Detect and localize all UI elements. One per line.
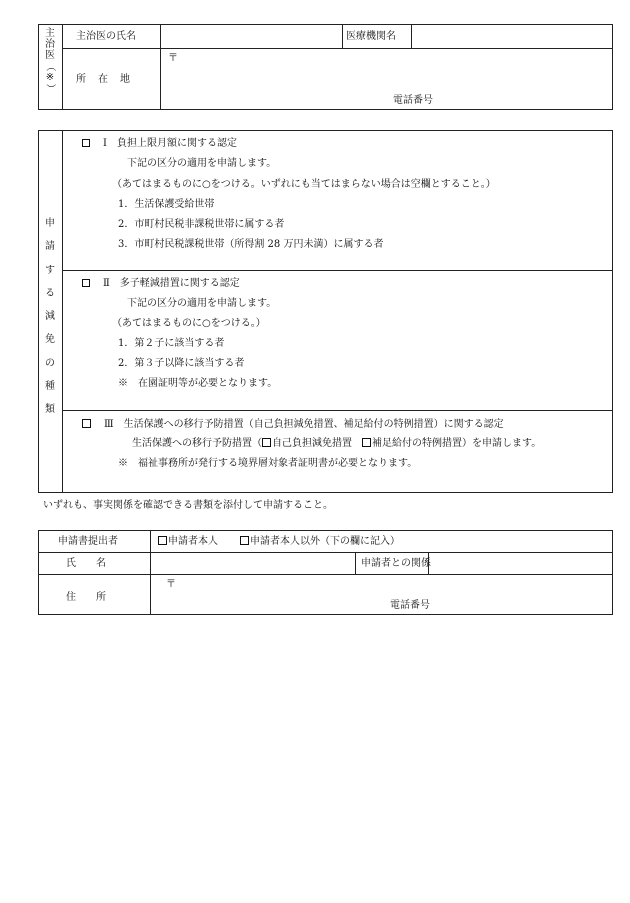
physician-address-field[interactable] bbox=[161, 49, 612, 109]
applicant-name-field[interactable] bbox=[151, 553, 355, 574]
section-3-title bbox=[82, 419, 504, 431]
section-2-title-text: Ⅱ 多子軽減措置に関する認定 bbox=[103, 278, 240, 289]
section-1-option[interactable]: 2．市町村民税非課税世帯に属する者 bbox=[118, 219, 285, 230]
supplementary-label: 補足給付の特例措置 bbox=[372, 438, 462, 449]
section-1-option[interactable]: 1．生活保護受給世帯 bbox=[118, 199, 215, 210]
side-label-char: 医 bbox=[45, 50, 55, 61]
section-3-note: ※ 福祉事務所が発行する境界層対象者証明書が必要となります。 bbox=[118, 458, 418, 469]
physician-name-field[interactable] bbox=[161, 25, 342, 48]
section-2-checkbox[interactable] bbox=[82, 279, 90, 287]
institution-label: 医療機関名 bbox=[346, 31, 396, 42]
submitter-other-checkbox[interactable] bbox=[240, 536, 249, 545]
section-3-line-post: ）を申請します。 bbox=[462, 438, 542, 449]
self-burden-checkbox[interactable] bbox=[262, 438, 271, 447]
section-3-title-text: Ⅲ 生活保護への移行予防措置（自己負担減免措置、補足給付の特例措置）に関する認定 bbox=[104, 419, 504, 430]
physician-address-label: 所 在 地 bbox=[76, 74, 131, 85]
supplementary-checkbox[interactable] bbox=[362, 438, 371, 447]
physician-name-label: 主治医の氏名 bbox=[76, 31, 136, 42]
self-burden-label: 自己負担減免措置 bbox=[272, 438, 352, 449]
section-2-note: ※ 在園証明等が必要となります。 bbox=[118, 378, 278, 389]
physician-side-label bbox=[38, 28, 62, 94]
submitter-options bbox=[158, 536, 400, 548]
postal-mark: 〒 bbox=[168, 53, 178, 64]
applicant-postal-mark: 〒 bbox=[166, 579, 176, 590]
section-1-apply-text: 下記の区分の適用を申請します。 bbox=[127, 158, 277, 169]
institution-field[interactable] bbox=[412, 25, 612, 48]
section-1-instruction: （あてはまるものに○をつける。いずれにも当てはまらない場合は空欄とすること。） bbox=[112, 179, 496, 190]
applicant-address-field[interactable] bbox=[151, 575, 612, 614]
section-2-option[interactable]: 2．第３子以降に該当する者 bbox=[118, 358, 245, 369]
applicant-name-label: 氏 名 bbox=[66, 558, 106, 569]
submitter-self-checkbox[interactable] bbox=[158, 536, 167, 545]
side-label-char: 申 bbox=[45, 218, 55, 229]
side-label-char: 類 bbox=[45, 404, 55, 416]
section-1-title bbox=[82, 138, 237, 150]
submitter-other-label: 申請者本人以外（下の欄に記入） bbox=[250, 536, 400, 547]
section-1-title-text: Ⅰ 負担上限月額に関する認定 bbox=[103, 138, 237, 149]
applicant-address-label: 住 所 bbox=[66, 592, 106, 603]
submitter-label: 申請書提出者 bbox=[58, 536, 118, 547]
reduction-side-label bbox=[38, 212, 62, 422]
section-2-instruction: （あてはまるものに○をつける。） bbox=[112, 318, 266, 329]
side-label-char: 減 bbox=[45, 311, 55, 323]
side-label-char: 請 bbox=[45, 241, 55, 253]
side-label-char: 主 bbox=[45, 28, 55, 39]
relation-field[interactable] bbox=[429, 553, 612, 574]
section-2-apply-text: 下記の区分の適用を申請します。 bbox=[127, 298, 277, 309]
section-3-checkbox[interactable] bbox=[82, 419, 91, 428]
applicant-phone-label: 電話番号 bbox=[390, 600, 430, 611]
side-label-char: る bbox=[45, 287, 55, 299]
side-label-char: ※ bbox=[45, 72, 55, 83]
section-3-line-pre: 生活保護への移行予防措置（ bbox=[132, 438, 262, 449]
side-label-char: （ bbox=[44, 61, 56, 72]
side-label-char: の bbox=[45, 357, 55, 369]
section-2-option[interactable]: 1．第２子に該当する者 bbox=[118, 338, 225, 349]
section-1-checkbox[interactable] bbox=[82, 139, 90, 147]
side-label-char: 種 bbox=[45, 381, 55, 393]
section-1-option[interactable]: 3．市町村民税課税世帯（所得割 28 万円未満）に属する者 bbox=[118, 239, 384, 250]
side-label-char: 免 bbox=[45, 334, 55, 346]
side-label-char: す bbox=[45, 264, 55, 276]
relation-label: 申請者との関係 bbox=[361, 558, 431, 569]
section-3-apply-line bbox=[132, 438, 541, 450]
physician-phone-label: 電話番号 bbox=[393, 95, 433, 106]
section-2-title bbox=[82, 278, 240, 290]
side-label-char: 治 bbox=[45, 39, 55, 50]
submitter-self-label: 申請者本人 bbox=[168, 536, 218, 547]
side-label-char: ） bbox=[44, 83, 56, 94]
attachment-note: いずれも、事実関係を確認できる書類を添付して申請すること。 bbox=[43, 500, 333, 511]
